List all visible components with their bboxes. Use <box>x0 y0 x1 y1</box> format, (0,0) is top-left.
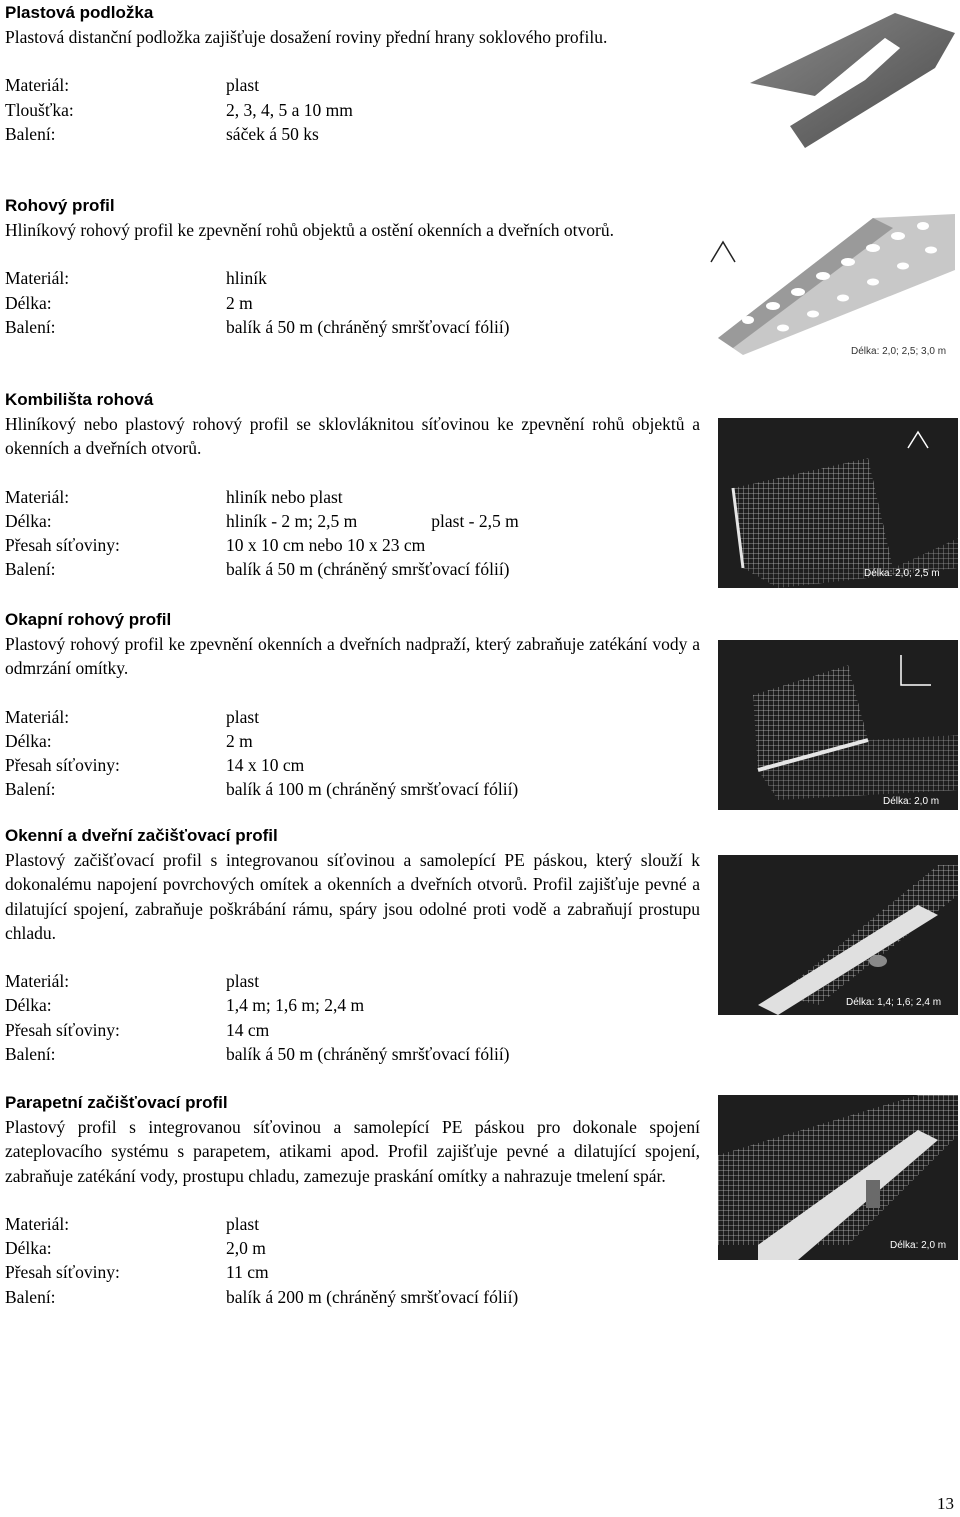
spec-row <box>5 557 700 581</box>
figure-caption: Délka: 2,0; 2,5; 3,0 m <box>851 346 947 357</box>
spec-label: Tloušťka: <box>5 99 74 120</box>
spec-value: plast <box>226 1213 260 1234</box>
spec-value: 2 m <box>226 730 253 751</box>
figure-caption: Délka: 2,0 m <box>890 1240 947 1251</box>
spec-row <box>5 705 700 729</box>
spec-label: Délka: <box>5 995 52 1016</box>
section-description: Plastový začišťovací profil s integrovanou síťovinou a samolepící PE páskou, který slouží k dokonalému napojení povrchových omítek a okenních a dveřních otvorů. Profil zajišťuje pevné a dilatující spojení, zabraňuje poškrábání rámu, spáry jsou odolné proti vodě a zabraňují prostupu chladu. <box>5 850 700 943</box>
spacer-pad-image <box>745 8 957 148</box>
spec-value: plast <box>226 971 260 992</box>
spec-label: Délka: <box>5 510 52 531</box>
spec-label: Materiál: <box>5 268 70 289</box>
section-title: Rohový profil <box>5 196 115 215</box>
spec-row <box>5 1260 700 1284</box>
spec-label: Materiál: <box>5 706 70 727</box>
spec-row <box>5 1212 700 1236</box>
spec-row <box>5 315 700 339</box>
spec-row <box>5 777 700 801</box>
drip-corner-profile-image <box>718 640 958 810</box>
spec-label: Balení: <box>5 1043 56 1064</box>
spec-row <box>5 485 700 509</box>
spec-list <box>5 969 700 1066</box>
spec-row <box>5 729 700 753</box>
spec-row <box>5 509 700 533</box>
spec-label: Balení: <box>5 779 56 800</box>
section-description: Plastový profil s integrovanou síťovinou a samolepící PE páskou pro dokonale spojení zateplovacího systému s parapetem, atikami apod. Profil zajišťuje pevné a dilatující spojení, zabraňuje zatékání vody, prostupu chladu, zamezuje praskání omítky a nahrazuje tmelení spár. <box>5 1117 700 1186</box>
spec-list <box>5 1212 700 1309</box>
spec-value: balík á 100 m (chráněný smršťovací fólií) <box>226 779 519 800</box>
spec-label: Materiál: <box>5 486 70 507</box>
parapet-profile-image <box>718 1095 958 1260</box>
spec-label: Délka: <box>5 730 52 751</box>
spec-value: 1,4 m; 1,6 m; 2,4 m <box>226 995 365 1016</box>
spec-row <box>5 1285 700 1309</box>
figure-caption: Délka: 1,4; 1,6; 2,4 m <box>846 997 942 1008</box>
figure-caption: Délka: 2,0 m <box>883 796 940 807</box>
spec-row <box>5 1236 700 1260</box>
corner-profile-image <box>703 210 955 365</box>
spec-list <box>5 705 700 802</box>
figure-caption: Délka: 2,0; 2,5 m <box>864 568 940 579</box>
section-title: Okenní a dveřní začišťovací profil <box>5 826 278 845</box>
spec-label: Balení: <box>5 1286 56 1307</box>
spec-row <box>5 122 700 146</box>
spec-value: balík á 50 m (chráněný smršťovací fólií) <box>226 1043 510 1064</box>
spec-label: Materiál: <box>5 75 70 96</box>
section-okapni-rohovy-profil <box>5 608 700 801</box>
section-description: Hliníkový nebo plastový rohový profil se sklovláknitou síťovinou ke zpevnění rohů objektů a okenních a dveřních otvorů. <box>5 414 700 459</box>
spec-label: Délka: <box>5 1238 52 1259</box>
page-number: 13 <box>937 1494 954 1513</box>
section-description: Plastová distanční podložka zajišťuje dosažení roviny přední hrany soklového profilu. <box>5 27 608 47</box>
spec-value: balík á 50 m (chráněný smršťovací fólií) <box>226 559 510 580</box>
spec-label: Balení: <box>5 316 56 337</box>
window-door-profile-image <box>718 855 958 1015</box>
spec-label: Přesah síťoviny: <box>5 1262 120 1283</box>
spec-label: Délka: <box>5 292 52 313</box>
section-title: Kombilišta rohová <box>5 390 154 409</box>
spec-value: balík á 200 m (chráněný smršťovací fólií) <box>226 1286 519 1307</box>
spec-value: 11 cm <box>226 1262 269 1283</box>
spec-label: Přesah síťoviny: <box>5 535 120 555</box>
spec-label: Přesah síťoviny: <box>5 1019 120 1040</box>
spec-value: hliník - 2 m; 2,5 m <box>226 510 358 531</box>
spec-row <box>5 1018 700 1042</box>
section-title: Okapní rohový profil <box>5 610 172 629</box>
spec-value: plast <box>226 706 260 727</box>
spec-list <box>5 485 700 582</box>
spec-value: hliník nebo plast <box>226 486 343 507</box>
section-okenni-dverni-profil <box>5 824 700 1066</box>
spec-value: 2, 3, 4, 5 a 10 mm <box>226 99 353 120</box>
section-title: Parapetní začišťovací profil <box>5 1093 228 1112</box>
spec-row <box>5 73 700 97</box>
spec-value-alt: plast - 2,5 m <box>431 510 519 531</box>
spec-row <box>5 969 700 993</box>
spec-row <box>5 266 700 290</box>
section-plastova-podlozka <box>5 1 700 146</box>
spec-value: 14 cm <box>226 1019 270 1040</box>
spec-value: hliník <box>226 268 267 289</box>
section-description: Plastový rohový profil ke zpevnění okenních a dveřních nadpraží, který zabraňuje zatékání vody a odmrzání omítky. <box>5 634 700 679</box>
spec-value: 10 x 10 cm nebo 10 x 23 cm <box>226 535 426 555</box>
spec-label: Přesah síťoviny: <box>5 755 120 775</box>
spec-label: Balení: <box>5 123 56 144</box>
spec-row <box>5 993 700 1017</box>
spec-label: Materiál: <box>5 1213 70 1234</box>
spec-list <box>5 266 700 339</box>
spec-value: 2,0 m <box>226 1238 266 1259</box>
section-parapetni-profil <box>5 1091 700 1309</box>
spec-value: sáček á 50 ks <box>226 123 319 144</box>
section-kombilista-rohova <box>5 388 700 581</box>
spec-row <box>5 291 700 315</box>
spec-value: balík á 50 m (chráněný smršťovací fólií) <box>226 316 510 337</box>
spec-list <box>5 73 700 146</box>
spec-value: 14 x 10 cm <box>226 755 305 775</box>
spec-row <box>5 1042 700 1066</box>
section-title: Plastová podložka <box>5 3 154 22</box>
spec-row <box>5 753 700 777</box>
spec-row <box>5 98 700 122</box>
spec-value: plast <box>226 75 260 96</box>
section-rohovy-profil <box>5 194 700 339</box>
spec-label: Balení: <box>5 559 56 580</box>
spec-value: 2 m <box>226 292 253 313</box>
mesh-corner-profile-image <box>718 418 958 588</box>
spec-label: Materiál: <box>5 971 70 992</box>
section-description: Hliníkový rohový profil ke zpevnění rohů objektů a ostění okenních a dveřních otvorů. <box>5 220 614 240</box>
spec-row <box>5 533 700 557</box>
